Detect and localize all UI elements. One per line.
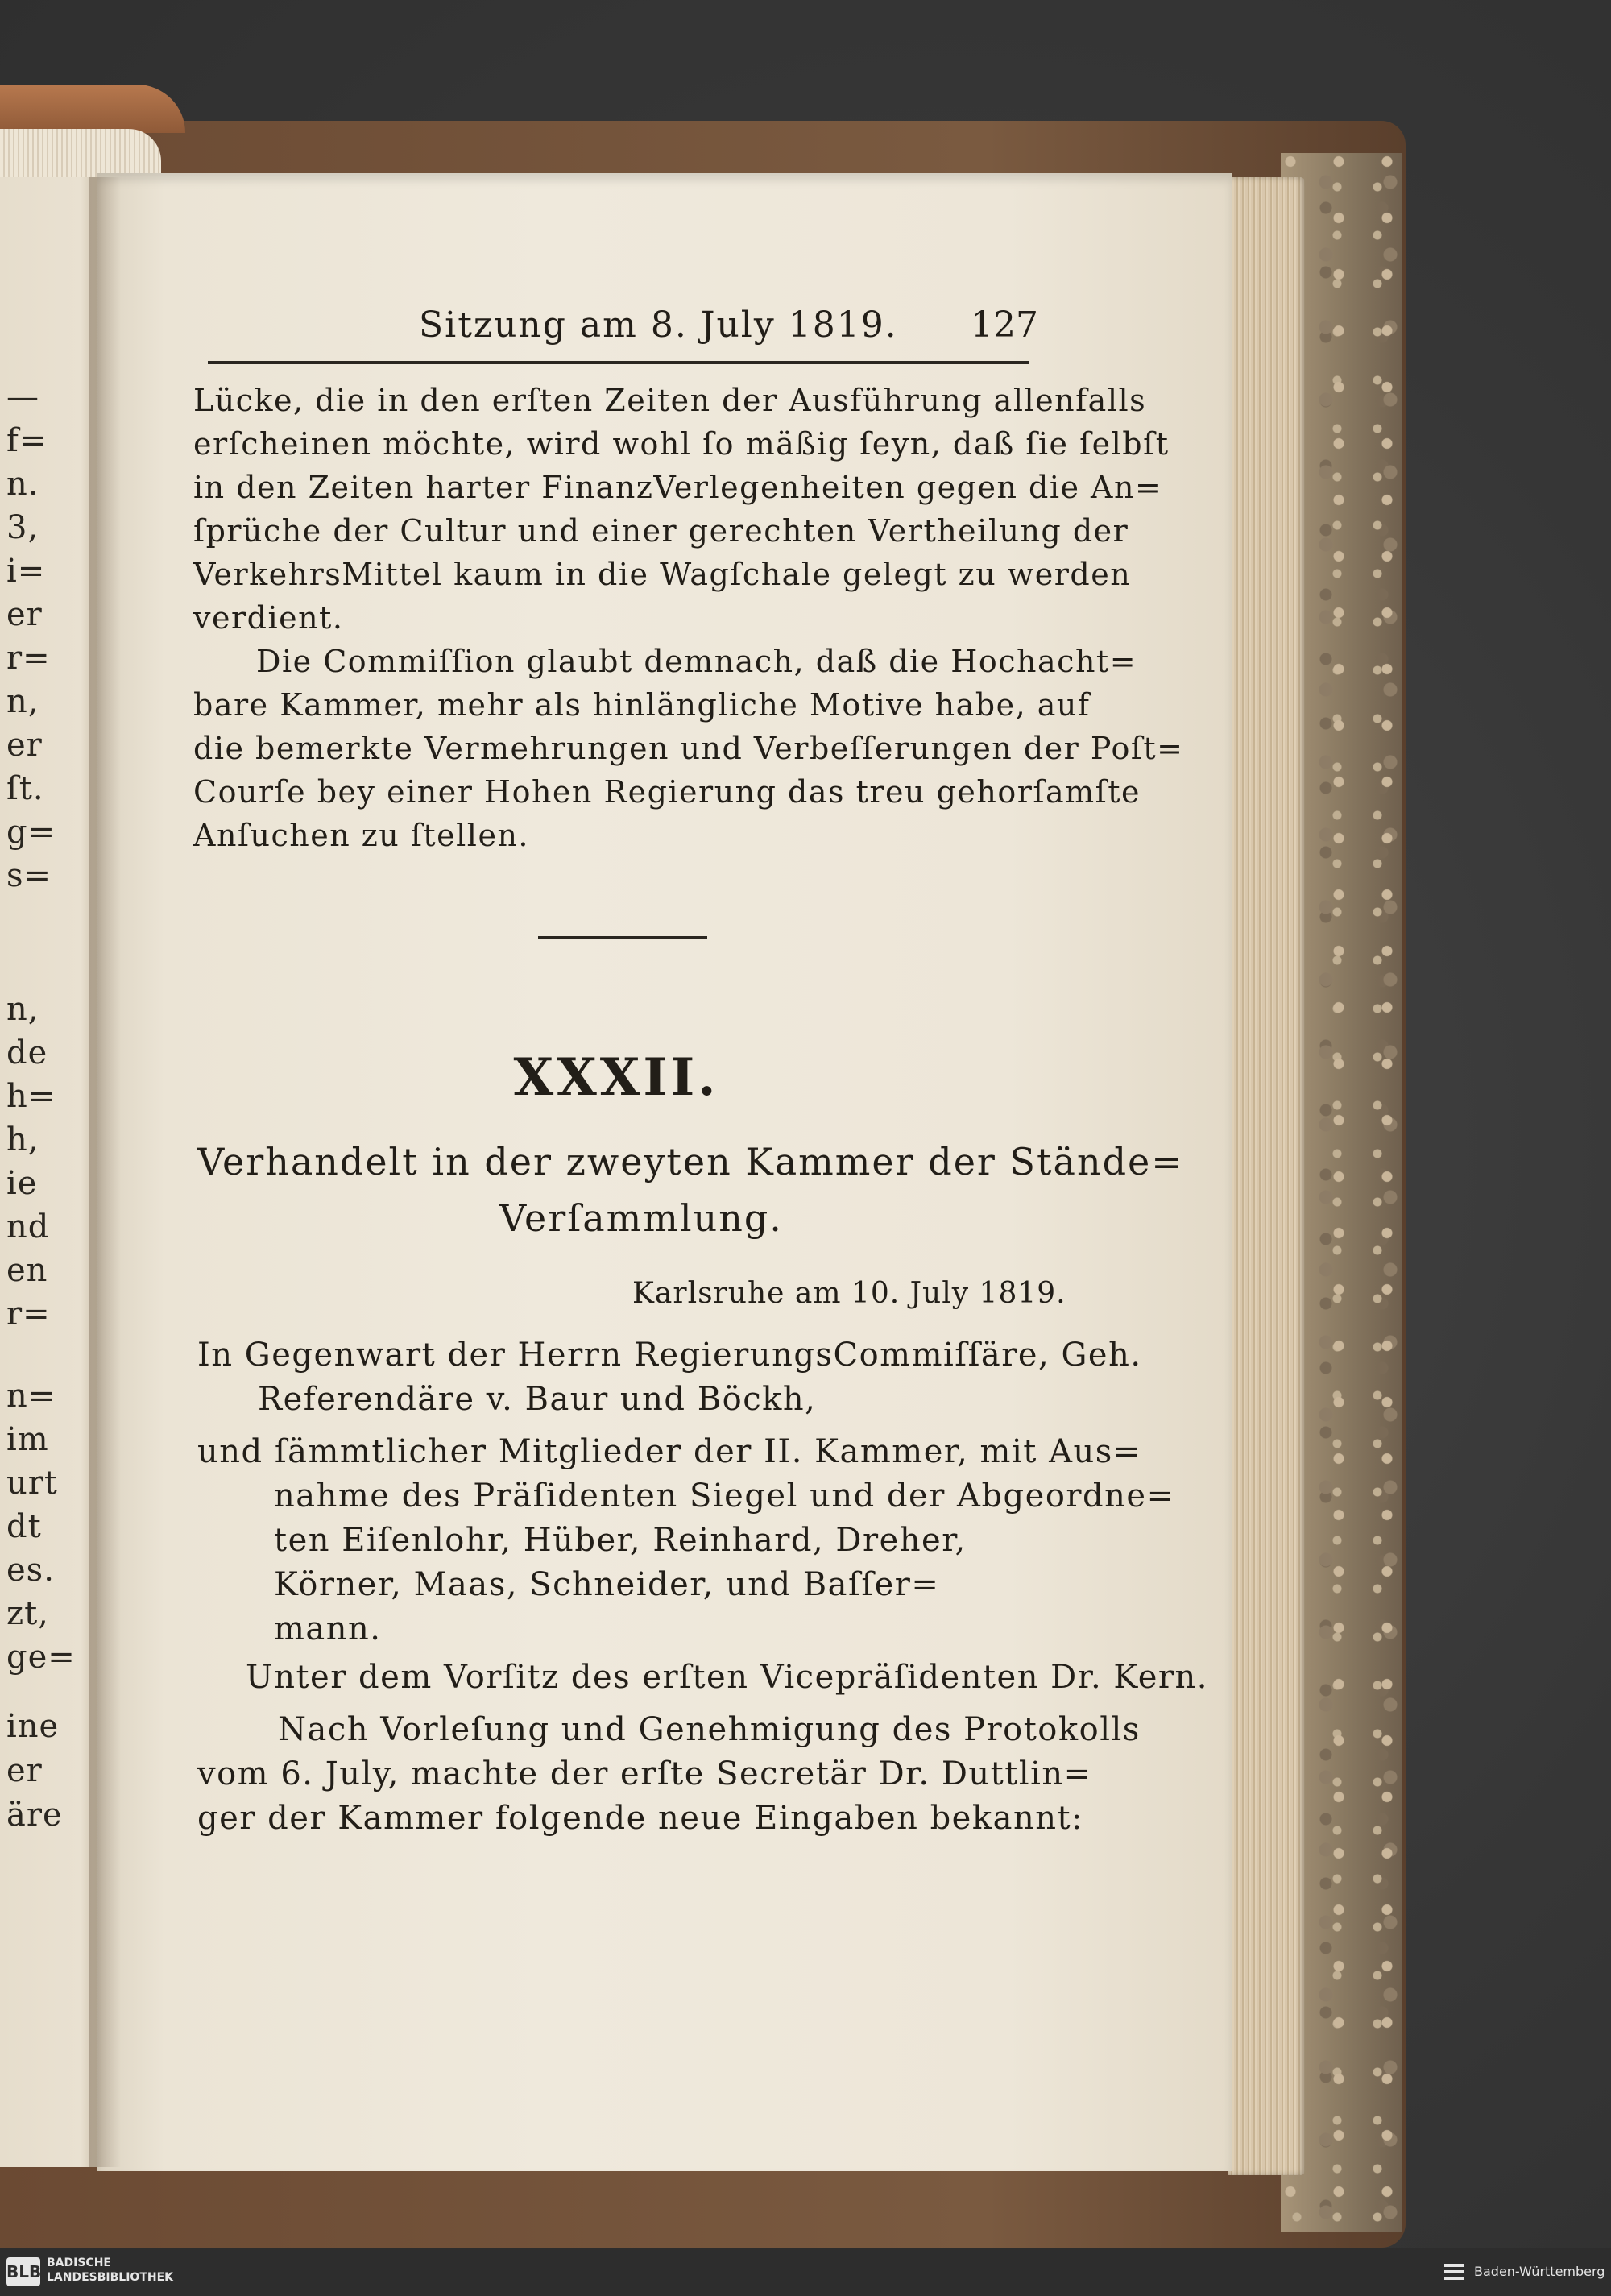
body-line: die bemerkte Vermehrungen und Verbeſſerungen der Poſt=: [193, 731, 1184, 766]
page-edges: [1228, 177, 1305, 2175]
body-line: Courſe bey einer Hohen Regierung das treu gehorſamſte: [193, 774, 1141, 810]
left-page-fragment: h=: [6, 1078, 56, 1115]
left-page-fragment: er: [6, 727, 43, 764]
body-line: Anſuchen zu ſtellen.: [193, 818, 529, 853]
left-page-fragment: n,: [6, 991, 39, 1028]
body-line: bare Kammer, mehr als hinlängliche Motive habe, auf: [193, 687, 1091, 723]
body-line: erſcheinen möchte, wird wohl ſo mäßig ſeyn, daß ſie ſelbſt: [193, 426, 1170, 462]
left-page-fragment: n=: [6, 1378, 56, 1415]
left-page-fragment: n,: [6, 683, 39, 720]
left-page-fragment: r=: [6, 640, 51, 677]
left-page-fragment: s=: [6, 857, 52, 894]
footer-strip: [0, 2248, 1611, 2296]
left-page-fragment: dt: [6, 1508, 42, 1545]
body-line: ſprüche der Cultur und einer gerechten Vertheilung der: [193, 513, 1129, 549]
section-number: XXXII.: [513, 1047, 719, 1108]
left-page-fragment: nd: [6, 1208, 50, 1245]
left-page-fragment: ge=: [6, 1639, 76, 1676]
cover-edge: [0, 85, 185, 133]
left-page-fragment: ſt.: [6, 770, 44, 807]
state-label: Baden-Württemberg: [1474, 2264, 1605, 2279]
page-number: 127: [971, 305, 1038, 346]
left-page-fragment: de: [6, 1034, 48, 1071]
left-page-fragment: g=: [6, 814, 56, 851]
left-page-fragment: en: [6, 1252, 48, 1289]
body-line: ten Eiſenlohr, Hüber, Reinhard, Dreher,: [274, 1522, 967, 1559]
left-page-fragment: h,: [6, 1121, 39, 1158]
dateline: Karlsruhe am 10. July 1819.: [632, 1277, 1066, 1310]
body-line: vom 6. July, machte der erſte Secretär Dr. Duttlin=: [197, 1755, 1092, 1792]
section-divider: [538, 936, 707, 939]
left-page-fragment: ine: [6, 1708, 60, 1745]
left-page-fragment: er: [6, 1752, 43, 1789]
library-label-line: BADISCHE: [47, 2257, 111, 2269]
left-page-fragment: —: [6, 379, 39, 416]
left-page-fragment: urt: [6, 1465, 58, 1502]
body-line: Unter dem Vorſitz des erſten Vicepräſidenten Dr. Kern.: [246, 1659, 1208, 1696]
body-line: In Gegenwart der Herrn RegierungsCommiſſäre, Geh.: [197, 1337, 1142, 1374]
left-page-fragment: f=: [6, 422, 48, 459]
left-page-fragment: er: [6, 596, 43, 633]
body-line: VerkehrsMittel kaum in die Wagſchale gelegt zu werden: [193, 557, 1132, 592]
left-page-fragment: es.: [6, 1552, 55, 1589]
library-label: [47, 2256, 173, 2285]
left-page-fragment: im: [6, 1421, 49, 1458]
body-line: Referendäre v. Baur und Böckh,: [258, 1381, 817, 1418]
left-page-fragment: ie: [6, 1165, 38, 1202]
left-page-fragment: i=: [6, 553, 46, 590]
library-logo: BLB: [6, 2257, 40, 2286]
body-line: Die Commiſſion glaubt demnach, daß die Hochacht=: [256, 644, 1137, 679]
body-line: nahme des Präſidenten Siegel und der Abgeordne=: [274, 1477, 1175, 1515]
library-label-line: LANDESBIBLIOTHEK: [47, 2271, 174, 2284]
section-title-continued: Verſammlung.: [499, 1196, 783, 1240]
body-line: und ſämmtlicher Mitglieder der II. Kammer, mit Aus=: [197, 1433, 1141, 1470]
body-line: Nach Vorleſung und Genehmigung des Protokolls: [278, 1711, 1141, 1748]
body-line: Lücke, die in den erſten Zeiten der Ausführung allenfalls: [193, 383, 1147, 418]
section-title: Verhandelt in der zweyten Kammer der Stände=: [197, 1140, 1184, 1183]
left-page-fragment: 3,: [6, 509, 39, 546]
state-emblem-icon: [1442, 2261, 1466, 2285]
body-line: Körner, Maas, Schneider, und Baſſer=: [274, 1566, 940, 1603]
left-page-fragment: zt,: [6, 1595, 49, 1632]
left-page-fragment: n.: [6, 466, 39, 503]
body-line: ger der Kammer folgende neue Eingaben bekannt:: [197, 1800, 1084, 1837]
header-rule: [208, 361, 1029, 364]
left-page-fragment: äre: [6, 1797, 63, 1834]
running-head: Sitzung am 8. July 1819.: [419, 305, 898, 346]
body-line: verdient.: [193, 600, 344, 636]
left-page-fragment: r=: [6, 1295, 51, 1332]
body-line: mann.: [274, 1610, 382, 1647]
body-line: in den Zeiten harter FinanzVerlegenheiten gegen die An=: [193, 470, 1162, 505]
